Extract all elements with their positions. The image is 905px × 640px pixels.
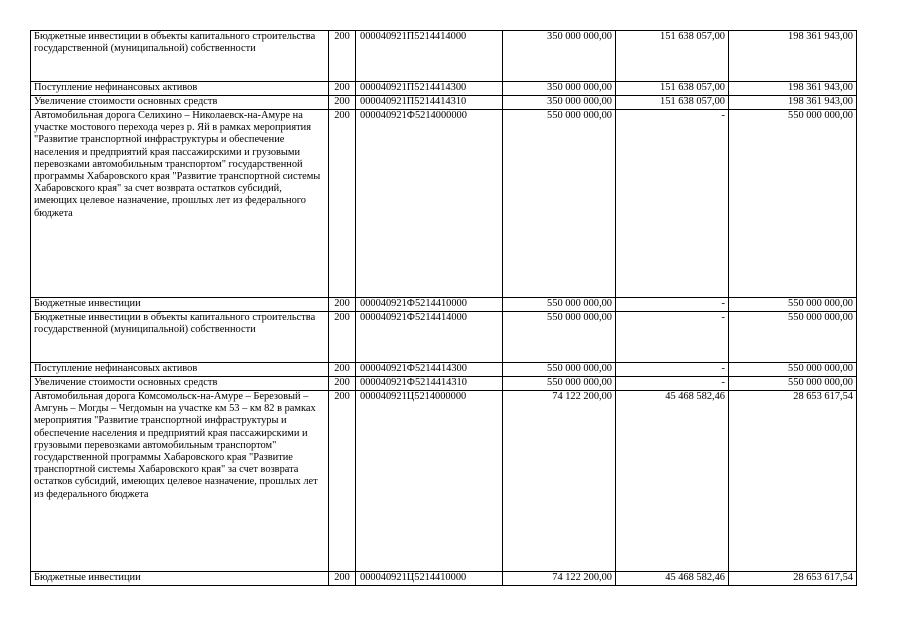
row-plan: 550 000 000,00 (503, 377, 616, 391)
row-name: Автомобильная дорога Комсомольск-на-Амуре – Березовый – Амгунь – Могды – Чегдомын на участке км 53 – км 82 в рамках мероприятия "Развитие транспортной инфраструктуры и обеспечение населения и предприятий края пассажирскими и грузовыми перевозками автомобильным транспортом" государственной программы Хабаровского края "Развитие транспортной системы Хабаровского края" за счет возврата остатков субсидий, имеющих целевое назначение, прошлых лет из федерального бюджета (31, 391, 329, 572)
row-code: 200 (329, 363, 356, 377)
row-plan: 350 000 000,00 (503, 31, 616, 82)
row-plan: 550 000 000,00 (503, 363, 616, 377)
table-row (31, 31, 857, 82)
row-kbk: 000040921П5214414300 (356, 82, 503, 96)
row-rest: 550 000 000,00 (729, 363, 857, 377)
row-name: Бюджетные инвестиции (31, 572, 329, 586)
row-code: 200 (329, 391, 356, 572)
row-rest: 28 653 617,54 (729, 572, 857, 586)
row-plan: 550 000 000,00 (503, 312, 616, 363)
row-done: - (616, 363, 729, 377)
row-code: 200 (329, 96, 356, 110)
row-rest: 550 000 000,00 (729, 377, 857, 391)
row-done: 151 638 057,00 (616, 96, 729, 110)
row-kbk: 000040921Ф5214410000 (356, 298, 503, 312)
row-rest: 550 000 000,00 (729, 110, 857, 298)
row-done: - (616, 298, 729, 312)
row-plan: 74 122 200,00 (503, 391, 616, 572)
row-kbk: 000040921Ц5214410000 (356, 572, 503, 586)
row-kbk: 000040921П5214414000 (356, 31, 503, 82)
row-kbk: 000040921П5214414310 (356, 96, 503, 110)
row-done: 151 638 057,00 (616, 82, 729, 96)
row-kbk: 000040921Ф5214000000 (356, 110, 503, 298)
table-row (31, 572, 857, 586)
table-row (31, 82, 857, 96)
row-rest: 550 000 000,00 (729, 312, 857, 363)
table-row (31, 377, 857, 391)
row-name: Увеличение стоимости основных средств (31, 96, 329, 110)
row-code: 200 (329, 572, 356, 586)
row-done: 151 638 057,00 (616, 31, 729, 82)
row-rest: 198 361 943,00 (729, 31, 857, 82)
row-kbk: 000040921Ц5214000000 (356, 391, 503, 572)
row-rest: 28 653 617,54 (729, 391, 857, 572)
table-row (31, 312, 857, 363)
table-row (31, 298, 857, 312)
row-kbk: 000040921Ф5214414000 (356, 312, 503, 363)
row-code: 200 (329, 312, 356, 363)
row-rest: 198 361 943,00 (729, 96, 857, 110)
table-row (31, 363, 857, 377)
row-done: 45 468 582,46 (616, 391, 729, 572)
budget-table (30, 30, 857, 586)
row-code: 200 (329, 82, 356, 96)
row-code: 200 (329, 31, 356, 82)
row-code: 200 (329, 110, 356, 298)
row-code: 200 (329, 377, 356, 391)
row-name: Автомобильная дорога Селихино – Николаевск-на-Амуре на участке мостового перехода через р. Яй в рамках мероприятия "Развитие транспортной инфраструктуры и обеспечение населения и предприятий края пассажирскими и грузовыми перевозками автомобильным транспортом" государственной программы Хабаровского края "Развитие транспортной системы Хабаровского края" за счет возврата остатков субсидий, имеющих целевое назначение, прошлых лет из федерального бюджета (31, 110, 329, 298)
row-name: Поступление нефинансовых активов (31, 82, 329, 96)
row-name: Бюджетные инвестиции в объекты капитального строительства государственной (муниципальной) собственности (31, 31, 329, 82)
row-plan: 550 000 000,00 (503, 298, 616, 312)
row-kbk: 000040921Ф5214414310 (356, 377, 503, 391)
row-name: Увеличение стоимости основных средств (31, 377, 329, 391)
budget-report-sheet (30, 30, 857, 586)
table-row (31, 110, 857, 298)
row-rest: 198 361 943,00 (729, 82, 857, 96)
row-plan: 550 000 000,00 (503, 110, 616, 298)
row-code: 200 (329, 298, 356, 312)
row-name: Поступление нефинансовых активов (31, 363, 329, 377)
row-done: - (616, 312, 729, 363)
row-plan: 74 122 200,00 (503, 572, 616, 586)
row-rest: 550 000 000,00 (729, 298, 857, 312)
table-row (31, 96, 857, 110)
row-done: - (616, 377, 729, 391)
row-plan: 350 000 000,00 (503, 82, 616, 96)
table-row (31, 391, 857, 572)
row-kbk: 000040921Ф5214414300 (356, 363, 503, 377)
row-name: Бюджетные инвестиции (31, 298, 329, 312)
row-done: - (616, 110, 729, 298)
row-name: Бюджетные инвестиции в объекты капитального строительства государственной (муниципальной) собственности (31, 312, 329, 363)
row-done: 45 468 582,46 (616, 572, 729, 586)
row-plan: 350 000 000,00 (503, 96, 616, 110)
